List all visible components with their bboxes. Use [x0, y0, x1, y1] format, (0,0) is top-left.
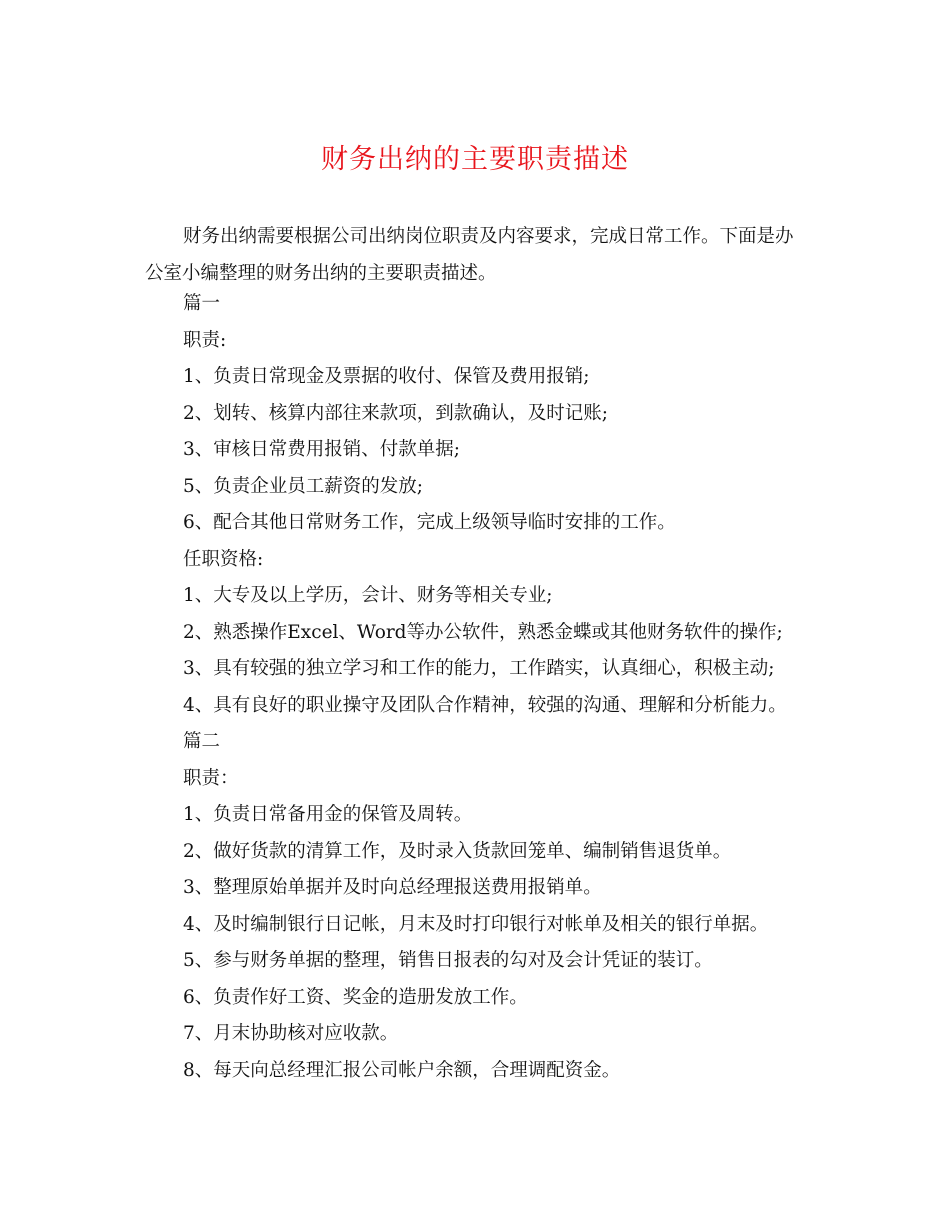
list-item: 7、月末协助核对应收款。: [183, 1023, 399, 1044]
list-item: 6、负责作好工资、奖金的造册发放工作。: [183, 986, 528, 1008]
content-lines: [183, 286, 823, 1089]
subsection-heading: 职责:: [183, 329, 227, 351]
list-item: 2、划转、核算内部往来款项，到款确认，及时记账;: [183, 402, 609, 424]
list-item: 2、熟悉操作Excel、Word等办公软件，熟悉金蝶或其他财务软件的操作;: [183, 621, 783, 643]
list-item: 4、具有良好的职业操守及团队合作精神，较强的沟通、理解和分析能力。: [183, 694, 787, 716]
list-item: 3、审核日常费用报销、付款单据;: [183, 439, 461, 460]
list-item: 1、大专及以上学历，会计、财务等相关专业;: [183, 585, 553, 606]
list-item: 3、具有较强的独立学习和工作的能力，工作踏实，认真细心，积极主动;: [183, 658, 775, 679]
intro-paragraph: 财务出纳需要根据公司出纳岗位职责及内容要求，完成日常工作。下面是办公室小编整理的财务出纳的主要职责描述。: [145, 226, 794, 284]
list-item: 2、做好货款的清算工作，及时录入货款回笼单、编制销售退货单。: [183, 840, 732, 862]
document-title: 财务出纳的主要职责描述: [321, 144, 629, 175]
list-item: 8、每天向总经理汇报公司帐户余额，合理调配资金。: [183, 1059, 621, 1081]
list-item: 1、负责日常备用金的保管及周转。: [183, 804, 473, 825]
subsection-heading: 职责：: [183, 767, 239, 789]
list-item: 3、整理原始单据并及时向总经理报送费用报销单。: [183, 877, 602, 898]
subsection-heading: 任职资格:: [183, 548, 264, 570]
list-item: 1、负责日常现金及票据的收付、保管及费用报销;: [183, 366, 590, 387]
section-heading: 篇一: [183, 293, 221, 314]
list-item: 5、负责企业员工薪资的发放;: [183, 475, 424, 497]
section-heading: 篇二: [183, 731, 221, 752]
list-item: 4、及时编制银行日记帐，月末及时打印银行对帐单及相关的银行单据。: [183, 913, 769, 935]
list-item: 6、配合其他日常财务工作，完成上级领导临时安排的工作。: [183, 512, 676, 533]
list-item: 5、参与财务单据的整理，销售日报表的勾对及会计凭证的装订。: [183, 950, 713, 971]
